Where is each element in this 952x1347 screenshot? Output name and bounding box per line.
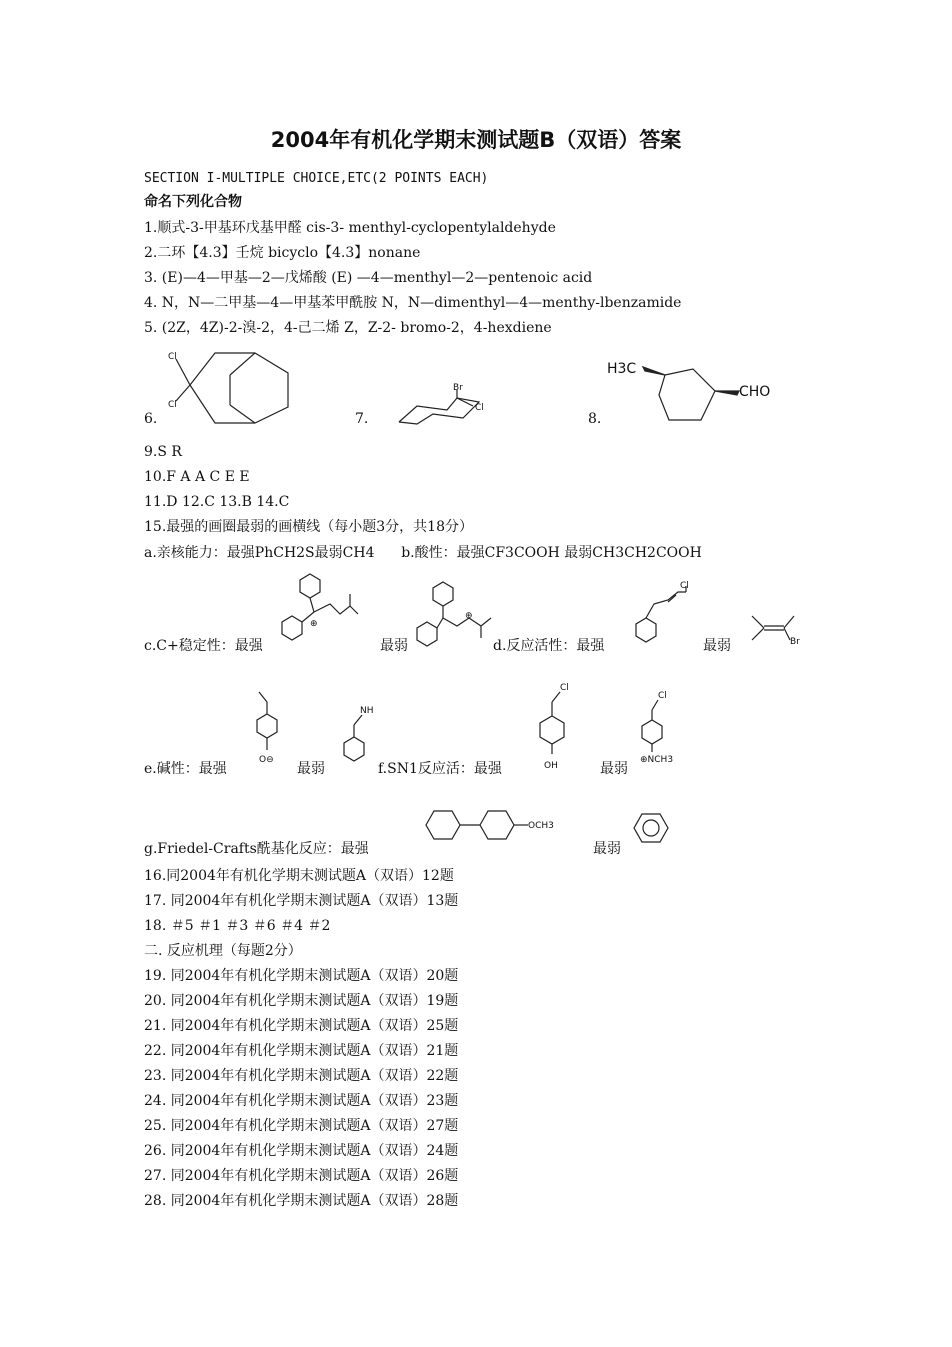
c-strong-plus: ⊕	[310, 619, 318, 629]
g-strong-biphenyl-structure	[420, 805, 570, 847]
c-label: c.C+稳定性：最强	[144, 638, 263, 654]
naming-item-1: 1.顺式-3-甲基环戊基甲醛 cis-3- menthyl-cyclopentylaldehyde	[144, 220, 556, 236]
answer-27: 27. 同2004年有机化学期末测试题A（双语）26题	[144, 1168, 459, 1184]
a-weak-prefix: 最弱	[314, 545, 343, 561]
e-label: e.碱性：最强	[144, 761, 227, 777]
question-8-label: 8.	[588, 411, 602, 427]
answer-20: 20. 同2004年有机化学期末测试题A（双语）19题	[144, 993, 459, 1009]
f-weak-cl: Cl	[658, 691, 667, 701]
answer-25: 25. 同2004年有机化学期末测试题A（双语）27题	[144, 1118, 459, 1134]
a-weak: CH4	[342, 545, 375, 561]
question-6-label: 6.	[144, 411, 158, 427]
d-weak-label: 最弱	[703, 638, 731, 654]
aldehyde-label: CHO	[739, 384, 771, 400]
bromo-label: Br	[453, 383, 463, 393]
d-label: d.反应活性：最强	[493, 638, 605, 654]
answer-17: 17. 同2004年有机化学期末测试题A（双语）13题	[144, 893, 459, 909]
a-strong: PhCH2S	[254, 545, 315, 561]
e-weak-label: 最弱	[297, 761, 325, 777]
answer-16: 16.同2004年有机化学期末测试题A（双语）12题	[144, 868, 454, 884]
answer-15-header: 15.最强的画圈最弱的画横线（每小题3分，共18分）	[144, 519, 473, 535]
naming-header: 命名下列化合物	[144, 194, 242, 210]
b-weak: CH3CH2COOH	[592, 545, 702, 561]
g-label: g.Friedel-Crafts酰基化反应：最强	[144, 841, 369, 857]
c-weak-label: 最弱	[380, 638, 408, 654]
d-weak-br: Br	[790, 637, 800, 647]
answer-22: 22. 同2004年有机化学期末测试题A（双语）21题	[144, 1043, 459, 1059]
section-header: SECTION I-MULTIPLE CHOICE,ETC(2 POINTS EACH)	[144, 171, 489, 186]
answer-18: 18. ＃5 ＃1 ＃3 ＃6 ＃4 ＃2	[144, 918, 331, 934]
chloro-label-7: Cl	[475, 403, 484, 413]
structure-8-cyclopentane	[605, 355, 785, 430]
section-2-header: 二. 反应机理（每题2分）	[144, 943, 302, 959]
answer-11-14: 11.D 12.C 13.B 14.C	[144, 494, 290, 510]
answer-15-ab	[144, 544, 702, 562]
chloro-label-2: Cl	[168, 400, 177, 410]
naming-item-2: 2.二环【4.3】壬烷 bicyclo【4.3】nonane	[144, 245, 421, 261]
d-weak-structure	[748, 612, 808, 648]
answer-9: 9.S R	[144, 444, 182, 460]
e-strong-ominus: O⊖	[259, 755, 274, 765]
e-strong-phenoxide-structure	[245, 688, 290, 778]
b-weak-prefix: 最弱	[564, 545, 593, 561]
answer-23: 23. 同2004年有机化学期末测试题A（双语）22题	[144, 1068, 459, 1084]
answer-19: 19. 同2004年有机化学期末测试题A（双语）20题	[144, 968, 459, 984]
g-weak-benzene-structure	[630, 810, 672, 850]
a-prefix: a.亲核能力：最强	[144, 545, 255, 561]
f-weak-label: 最弱	[600, 761, 628, 777]
f-strong-oh: OH	[544, 761, 558, 771]
f-weak-structure	[638, 688, 688, 773]
naming-item-5: 5. (2Z，4Z)-2-溴-2，4-己二烯 Z，Z-2- bromo-2，4-hexdiene	[144, 320, 552, 336]
d-strong-cl: Cl	[680, 581, 689, 591]
d-strong-structure	[628, 582, 703, 650]
f-weak-nme3: ⊕NCH3	[640, 755, 674, 765]
c-weak-plus: ⊕	[465, 611, 473, 621]
naming-item-4: 4. N，N—二甲基—4—甲基苯甲酰胺 N，N—dimenthyl—4—menthy-lbenzamide	[144, 295, 682, 311]
g-strong-och3: OCH3	[528, 821, 554, 831]
e-weak-amine-structure	[338, 705, 378, 775]
structure-6-bicyclic	[160, 345, 300, 430]
answer-10: 10.F A A C E E	[144, 469, 250, 485]
structure-7-cyclohexane	[395, 380, 495, 430]
f-label: f.SN1反应活：最强	[378, 761, 502, 777]
e-weak-nh: NH	[360, 706, 374, 716]
b-prefix: b.酸性：最强	[401, 545, 485, 561]
c-strong-cation-structure	[278, 570, 363, 650]
chloro-label-1: Cl	[168, 352, 177, 362]
g-weak-label: 最弱	[593, 841, 621, 857]
f-strong-cl: Cl	[560, 683, 569, 693]
f-strong-structure	[530, 682, 580, 777]
naming-item-3: 3. (E)—4—甲基—2—戊烯酸 (E) —4—menthyl—2—pentenoic acid	[144, 270, 593, 286]
answer-28: 28. 同2004年有机化学期末测试题A（双语）28题	[144, 1193, 459, 1209]
answer-21: 21. 同2004年有机化学期末测试题A（双语）25题	[144, 1018, 459, 1034]
page-title: 2004年有机化学期末测试题B（双语）答案	[270, 128, 682, 152]
answer-24: 24. 同2004年有机化学期末测试题A（双语）23题	[144, 1093, 459, 1109]
methyl-label: H3C	[607, 361, 637, 377]
c-weak-cation-structure	[413, 578, 498, 654]
answer-26: 26. 同2004年有机化学期末测试题A（双语）24题	[144, 1143, 459, 1159]
question-7-label: 7.	[355, 411, 369, 427]
b-strong: CF3COOH	[484, 545, 560, 561]
